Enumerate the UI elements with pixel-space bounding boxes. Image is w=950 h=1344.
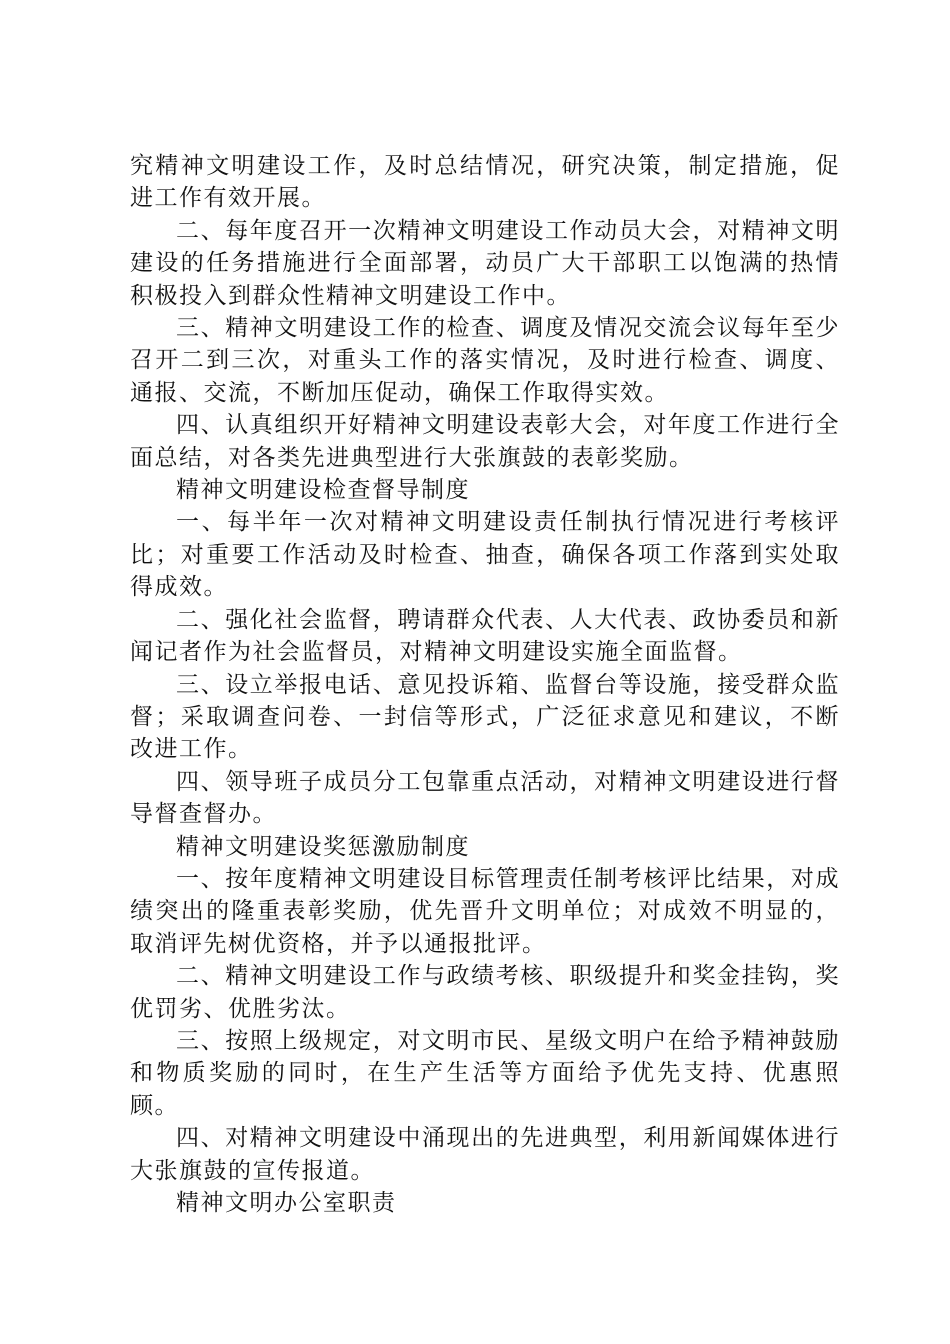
paragraph-inspection-meeting: 三、精神文明建设工作的检查、调度及情况交流会议每年至少召开二到三次，对重头工作的落实情况，及时进行检查、调度、通报、交流，不断加压促动，确保工作取得实效。 [130, 315, 840, 406]
section-heading-office-duties: 精神文明办公室职责 [176, 1190, 397, 1216]
paragraph-annual-results: 一、按年度精神文明建设目标管理责任制考核评比结果，对成绩突出的隆重表彰奖励，优先晋升文明单位；对成效不明显的，取消评先树优资格，并予以通报批评。 [130, 865, 840, 957]
paragraph-publicity: 四、对精神文明建设中涌现出的先进典型，利用新闻媒体进行大张旗鼓的宣传报道。 [130, 1125, 840, 1184]
paragraph-leadership-supervision: 四、领导班子成员分工包靠重点活动，对精神文明建设进行督导督查督办。 [130, 768, 840, 828]
paragraph-continued: 究精神文明建设工作，及时总结情况，研究决策，制定措施，促进工作有效开展。 [130, 153, 840, 212]
paragraph-performance-link: 二、精神文明建设工作与政绩考核、职级提升和奖金挂钩，奖优罚劣、优胜劣汰。 [130, 963, 840, 1022]
paragraph-reporting-channels: 三、设立举报电话、意见投诉箱、监督台等设施，接受群众监督；采取调查问卷、一封信等形式，广泛征求意见和建议，不断改进工作。 [130, 671, 840, 763]
paragraph-assessment: 一、每半年一次对精神文明建设责任制执行情况进行考核评比；对重要工作活动及时检查、抽查，确保各项工作落到实处取得成效。 [130, 509, 840, 601]
section-heading-rewards: 精神文明建设奖惩激励制度 [176, 833, 470, 860]
paragraph-social-supervision: 二、强化社会监督，聘请群众代表、人大代表、政协委员和新闻记者作为社会监督员，对精神文明建设实施全面监督。 [130, 606, 840, 666]
paragraph-commendation-meeting: 四、认真组织开好精神文明建设表彰大会，对年度工作进行全面总结，对各类先进典型进行大张旗鼓的表彰奖励。 [130, 412, 840, 471]
paragraph-mobilization-meeting: 二、每年度召开一次精神文明建设工作动员大会，对精神文明建设的任务措施进行全面部署，动员广大干部职工以饱满的热情积极投入到群众性精神文明建设工作中。 [130, 217, 840, 309]
paragraph-citizen-rewards: 三、按照上级规定，对文明市民、星级文明户在给予精神鼓励和物质奖励的同时，在生产生活等方面给予优先支持、优惠照顾。 [130, 1027, 840, 1119]
document-page [130, 150, 840, 1219]
section-heading-inspection: 精神文明建设检查督导制度 [176, 477, 470, 504]
